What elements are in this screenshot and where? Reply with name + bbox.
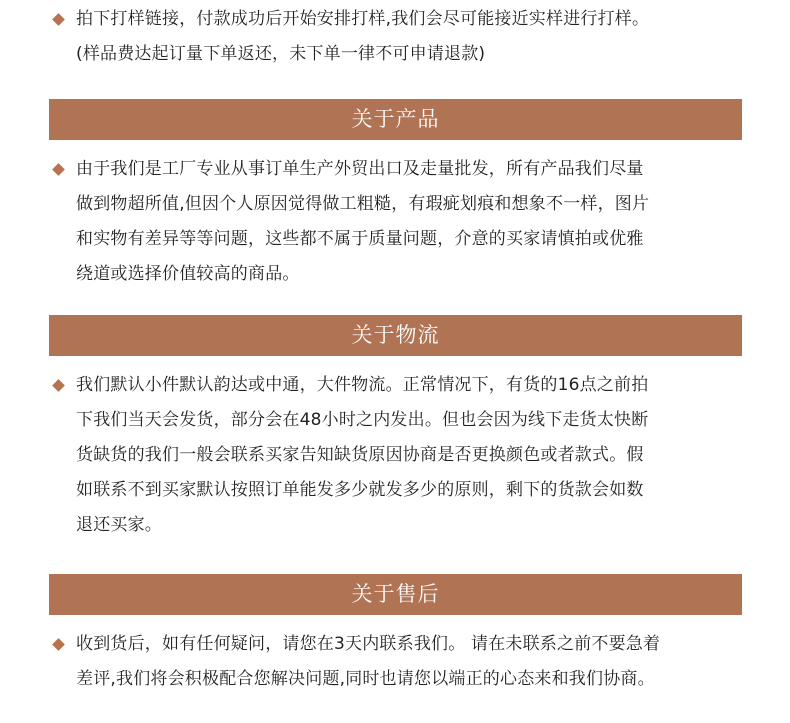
- after-sales-line: 差评,我们将会积极配合您解决问题,同时也请您以端正的心态来和我们协商。: [76, 669, 655, 689]
- after-sales-paragraph: [52, 627, 752, 697]
- logistics-line: 我们默认小件默认韵达或中通，大件物流。正常情况下，有货的16点之前拍: [76, 375, 649, 395]
- logistics-line: 货缺货的我们一般会联系买家告知缺货原因协商是否更换颜色或者款式。假: [76, 445, 644, 465]
- section-header-after-sales: 关于售后: [49, 574, 742, 615]
- after-sales-line: 收到货后，如有任何疑问，请您在3天内联系我们。 请在未联系之前不要急着: [76, 634, 661, 654]
- product-line: 和实物有差异等等问题，这些都不属于质量问题，介意的买家请慎拍或优雅: [76, 229, 644, 249]
- intro-line: 拍下打样链接，付款成功后开始安排打样,我们会尽可能接近实样进行打样。: [76, 9, 650, 29]
- product-line: 做到物超所值,但因个人原因觉得做工粗糙，有瑕疵划痕和想象不一样，图片: [76, 194, 650, 214]
- product-line: 绕道或选择价值较高的商品。: [76, 264, 300, 284]
- logistics-line: 下我们当天会发货，部分会在48小时之内发出。但也会因为线下走货太快断: [76, 410, 649, 430]
- section-header-logistics: 关于物流: [49, 315, 742, 356]
- product-paragraph: [52, 152, 752, 292]
- diamond-bullet-icon: [52, 13, 65, 26]
- logistics-paragraph: [52, 368, 752, 543]
- intro-paragraph: [52, 2, 752, 72]
- diamond-bullet-icon: [52, 163, 65, 176]
- diamond-bullet-icon: [52, 638, 65, 651]
- product-line: 由于我们是工厂专业从事订单生产外贸出口及走量批发，所有产品我们尽量: [76, 159, 644, 179]
- logistics-line: 退还买家。: [76, 515, 162, 535]
- intro-line: (样品费达起订量下单返还，未下单一律不可申请退款): [76, 44, 486, 64]
- logistics-line: 如联系不到买家默认按照订单能发多少就发多少的原则，剩下的货款会如数: [76, 480, 644, 500]
- section-header-product: 关于产品: [49, 99, 742, 140]
- diamond-bullet-icon: [52, 379, 65, 392]
